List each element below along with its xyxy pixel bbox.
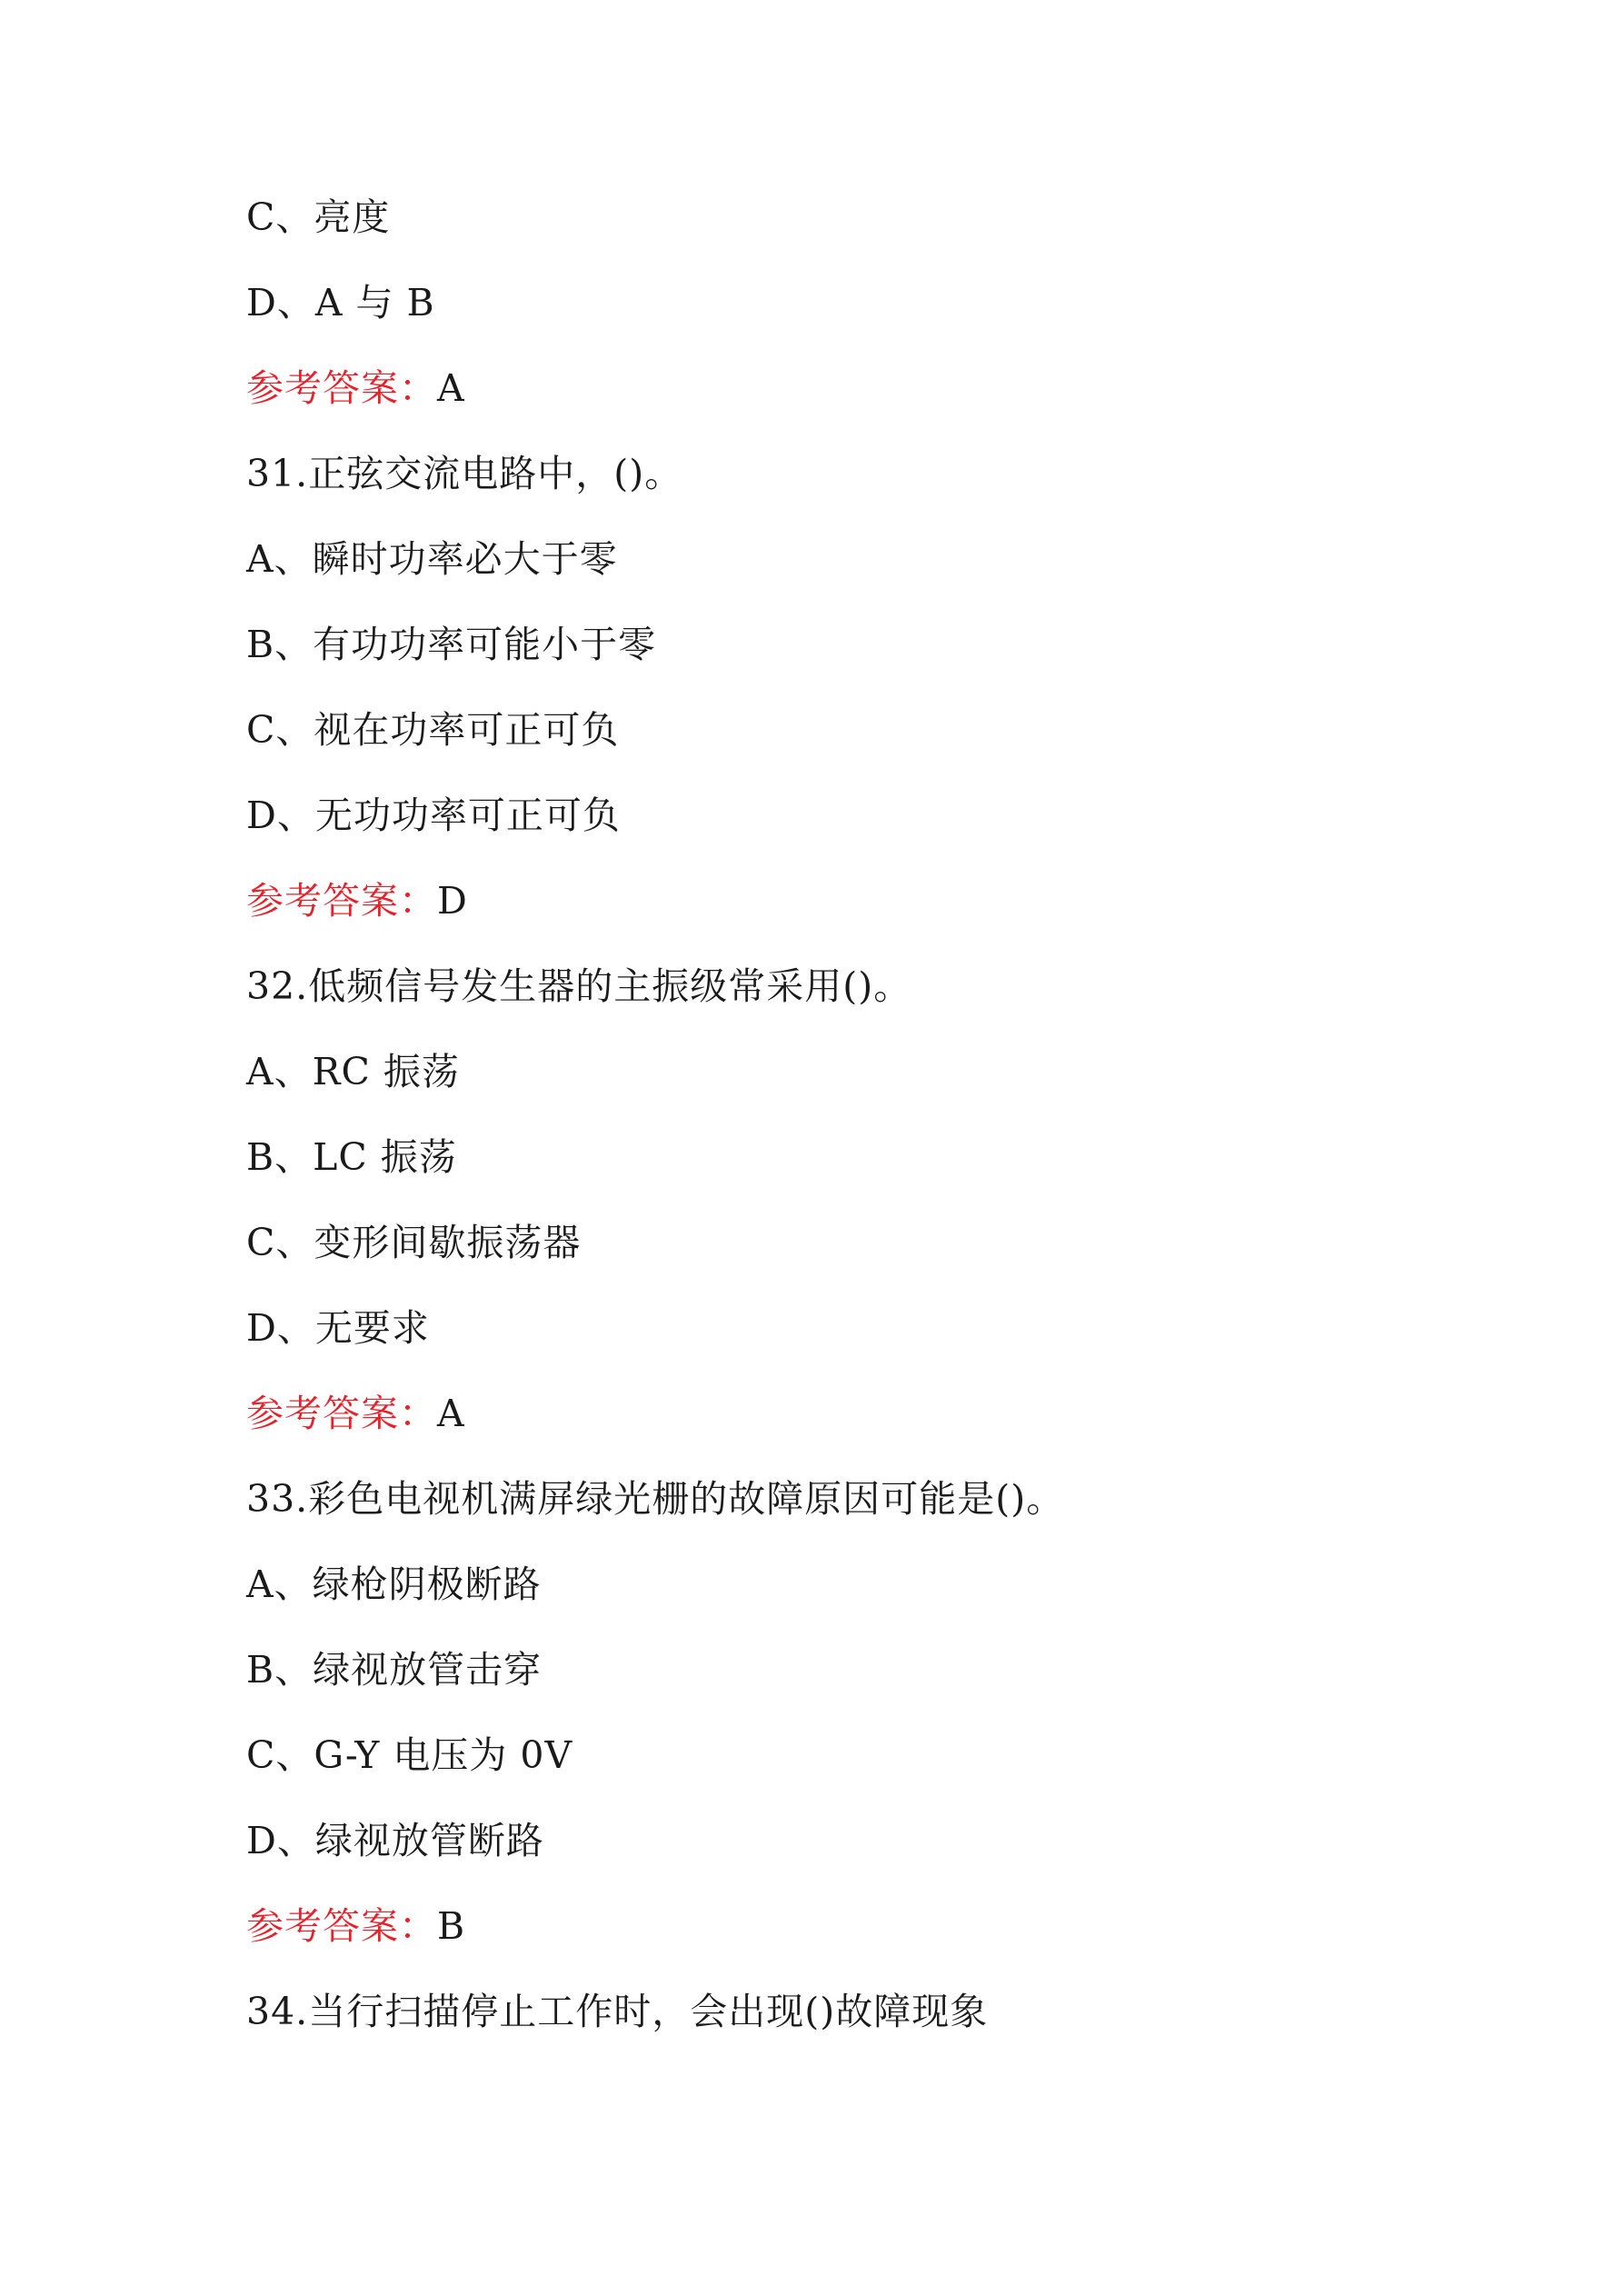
- question-line: 31.正弦交流电路中，()。: [246, 452, 683, 495]
- answer-label: 参考答案：: [246, 1904, 437, 1948]
- option-line: C、视在功率可正可负: [246, 708, 620, 752]
- option-line: C、亮度: [246, 195, 391, 239]
- option-line: B、LC 振荡: [246, 1135, 457, 1179]
- option-line: C、G-Y 电压为 0V: [246, 1733, 573, 1777]
- answer-value: D: [437, 879, 468, 923]
- option-line: A、瞬时功率必大于零: [246, 537, 618, 581]
- option-line: B、绿视放管击穿: [246, 1648, 543, 1692]
- option-line: A、RC 振荡: [246, 1050, 460, 1093]
- answer-value: A: [437, 366, 465, 410]
- option-line: B、有功功率可能小于零: [246, 623, 657, 666]
- question-line: 32.低频信号发生器的主振级常采用()。: [246, 964, 912, 1008]
- option-line: D、A 与 B: [246, 281, 435, 324]
- option-line: C、变形间歇振荡器: [246, 1221, 582, 1264]
- answer-line: [246, 360, 1428, 445]
- answer-value: B: [437, 1904, 466, 1948]
- option-line: D、无功功率可正可负: [246, 794, 621, 837]
- answer-line: [246, 1898, 1428, 1983]
- answer-line: [246, 873, 1428, 958]
- option-line: A、绿枪阴极断路: [246, 1562, 542, 1606]
- option-line: D、绿视放管断路: [246, 1819, 544, 1862]
- option-line: D、无要求: [246, 1306, 430, 1350]
- answer-label: 参考答案：: [246, 366, 437, 410]
- answer-line: [246, 1385, 1428, 1471]
- question-list: [246, 189, 1428, 2069]
- answer-value: A: [437, 1392, 465, 1435]
- answer-label: 参考答案：: [246, 1392, 437, 1435]
- answer-label: 参考答案：: [246, 879, 437, 923]
- question-line: 34.当行扫描停止工作时，会出现()故障现象: [246, 1990, 989, 2033]
- question-line: 33.彩色电视机满屏绿光栅的故障原因可能是()。: [246, 1477, 1065, 1521]
